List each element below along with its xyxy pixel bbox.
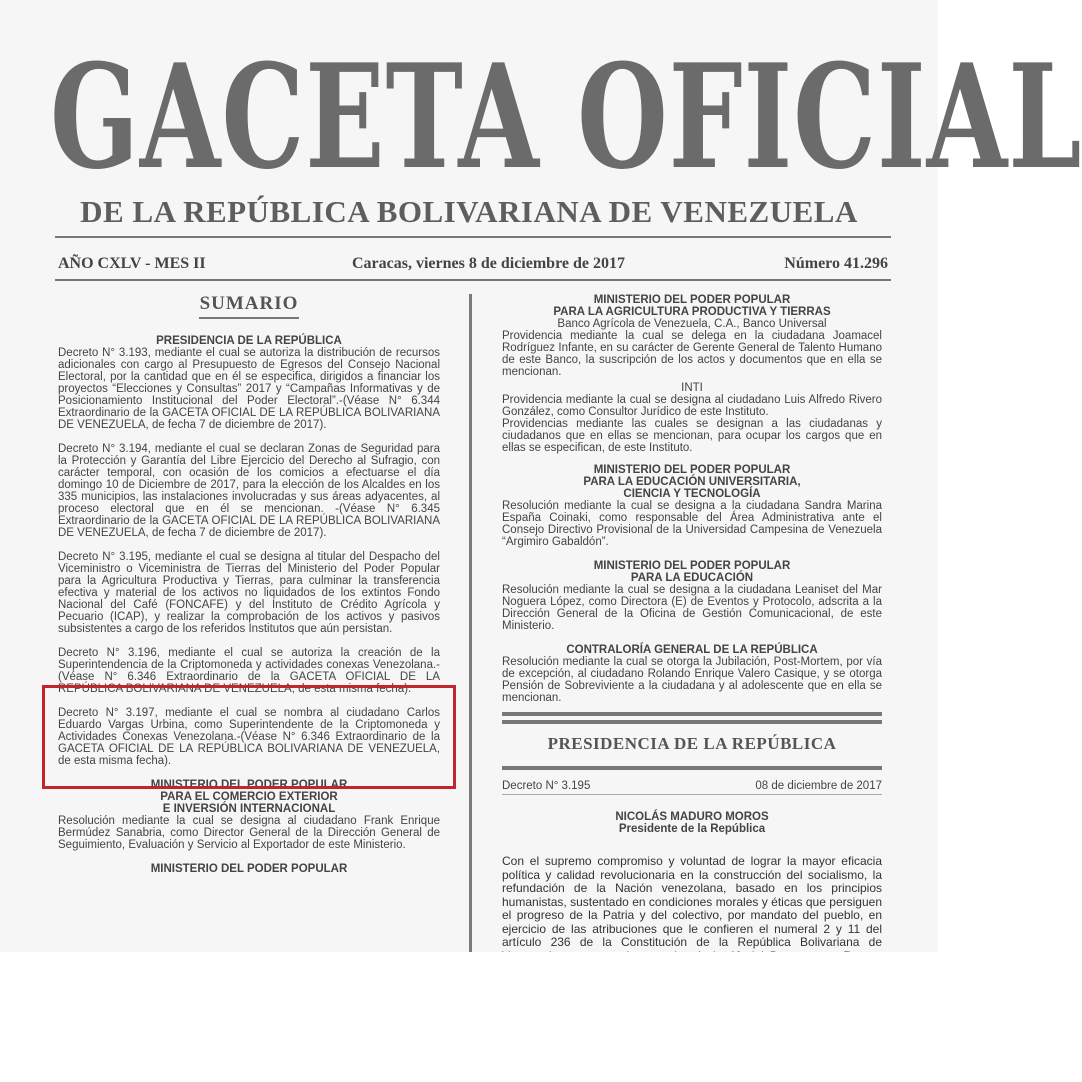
sub-inti: INTI <box>681 382 703 394</box>
resolucion-contraloria: Resolución mediante la cual se otorga la Jubilación, Post-Mortem, por vía de excepción, al ciudadano Rolando Enrique Valero Casique, y se otorga Pensión de Sobreviviente a la ciudadana y al adolescente que en ella se mencionan. <box>502 656 882 704</box>
band-bottom <box>502 766 882 770</box>
section-presidencia: PRESIDENCIA DE LA REPÚBLICA <box>156 335 342 347</box>
decreto-3196: Decreto N° 3.196, mediante el cual se autoriza la creación de la Superintendencia de la Criptomoneda y actividades conexas Venezolana.-(Véase N° 6.346 Extraordinario de la GACETA OFICIAL DE LA REPÚBLICA BOLIVARIANA DE VENEZUELA, de esta misma fecha). <box>58 647 440 695</box>
providencia-banco: Providencia mediante la cual se delega en la ciudadana Joamacel Rodríguez Infante, en su carácter de Gerente General de Talento Humano de este Banco, la suscripción de los actos y documentos que en ella se mencionan. <box>502 330 882 378</box>
providencia-inti-1: Providencia mediante la cual se designa al ciudadano Luis Alfredo Rivero González, como Consultor Jurídico de este Instituto. <box>502 394 882 418</box>
resolucion-univ: Resolución mediante la cual se designa a la ciudadana Sandra Marina España Coinaki, como responsable del Área Administrativa ante el Consejo Directivo Provisional de la Universidad Campesina de Venezuela “Argimiro Gabaldón”. <box>502 500 882 548</box>
signer-role: Presidente de la República <box>618 823 766 835</box>
decreto-number: Decreto N° 3.195 <box>502 780 591 792</box>
band-top-2 <box>502 720 882 724</box>
sumario-heading: SUMARIO <box>199 293 299 314</box>
presidencia-heading: PRESIDENCIA DE LA REPÚBLICA <box>547 734 837 753</box>
top-rule <box>55 236 891 238</box>
masthead-title: GACETA OFICIAL <box>50 31 1082 202</box>
issue-date: Caracas, viernes 8 de diciembre de 2017 <box>352 255 625 272</box>
section-next: MINISTERIO DEL PODER POPULAR <box>150 863 348 875</box>
highlight-box <box>42 685 456 789</box>
column-divider <box>469 294 472 954</box>
decreto-body: Con el supremo compromiso y voluntad de lograr la mayor eficacia política y calidad revolucionaria en la construcción del socialismo, la refundación de la Nación venezolana, basado en los principios humanistas, sustentado en condiciones morales y éticas que persiguen el progreso de la Patria y del colectivo, por mandato del pueblo, en ejercicio de las atribuciones que le confieren el numeral 2 y 11 del artículo 236 de la Constitución de la República Bolivariana de <box>502 854 882 949</box>
info-rule <box>55 279 891 281</box>
section-agricultura-2: PARA LA AGRICULTURA PRODUCTIVA Y TIERRAS <box>553 306 831 318</box>
decreto-3197: Decreto N° 3.197, mediante el cual se nombra al ciudadano Carlos Eduardo Vargas Urbina, como Superintendente de la Criptomoneda y Actividades Conexas Venezolana.-(Véase N° 6.346 Extraordinario de la GACETA OFICIAL DE LA REPÚBLICA BOLIVARIANA DE VENEZUELA, de esta misma fecha). <box>58 707 440 767</box>
band-top <box>502 712 882 716</box>
resolucion-comercio: Resolución mediante la cual se designa al ciudadano Frank Enrique Bermúdez Sanabria, como Director General de la Dirección General de Seguimiento, Evaluación y Servicio al Exportador de este Ministerio. <box>58 815 440 851</box>
decreto-header <box>502 780 882 795</box>
decreto-3194: Decreto N° 3.194, mediante el cual se declaran Zonas de Seguridad para la Protección y Garantía del Libre Ejercicio del Derecho al Sufragio, con carácter temporal, con ocasión de los comicios a efectuarse el día domingo 10 de Diciembre de 2017, para la elección de los Alcaldes en los 335 municipios, las instalaciones involucradas y sus áreas adyacentes, al proceso electoral que en él se mencionan. -(Véase N° 6.345 Extraordinario de la GACETA OFICIAL DE LA REPÚBLICA BOLIVARIANA DE VENEZUELA, de fecha 7 de diciembre de 2017). <box>58 443 440 539</box>
section-comercio-2: PARA EL COMERCIO EXTERIOR <box>160 791 338 803</box>
section-univ-2: PARA LA EDUCACIÓN UNIVERSITARIA, <box>583 476 801 488</box>
blank-area <box>0 952 938 1082</box>
decreto-3195: Decreto N° 3.195, mediante el cual se designa al titular del Despacho del Viceministro o Viceministra de Tierras del Ministerio del Poder Popular para la Agricultura Productiva y Tierras, para culminar la transferencia efectiva y material de los activos no liquidados de los extintos Fondo Nacional del Café (FONCAFE) y del Instituto de Crédito Agrícola y Pecuario (ICAP), y realizar la comprobación de los activos y pasivos subsistentes a cargo de los referidos Institutos que aún persistan. <box>58 551 440 635</box>
issue-number: Número 41.296 <box>784 255 888 272</box>
section-univ-3: CIENCIA Y TECNOLOGÍA <box>623 488 761 500</box>
resolucion-edu: Resolución mediante la cual se designa a la ciudadana Leaniset del Mar Noguera López, como Directora (E) de Eventos y Protocolo, adscrita a la Dirección General de la Oficina de Gestión Comunicacional, de este Ministerio. <box>502 584 882 632</box>
sumario-underline <box>199 317 299 319</box>
right-column <box>502 294 882 977</box>
providencia-inti-2: Providencias mediante las cuales se designan a las ciudadanas y ciudadanos que en ellas se mencionan, para ocupar los cargos que en ellas se especifican, de este Instituto. <box>502 418 882 454</box>
issue-year: AÑO CXLV - MES II <box>58 255 206 272</box>
section-comercio-1: MINISTERIO DEL PODER POPULAR <box>150 779 348 791</box>
masthead-subtitle: DE LA REPÚBLICA BOLIVARIANA DE VENEZUELA <box>80 194 858 229</box>
section-agricultura-1: MINISTERIO DEL PODER POPULAR <box>593 294 791 306</box>
section-edu-2: PARA LA EDUCACIÓN <box>630 572 754 584</box>
section-comercio-3: E INVERSIÓN INTERNACIONAL <box>162 803 336 815</box>
section-contraloria: CONTRALORÍA GENERAL DE LA REPÚBLICA <box>566 644 818 656</box>
section-edu-1: MINISTERIO DEL PODER POPULAR <box>593 560 791 572</box>
signer-name: NICOLÁS MADURO MOROS <box>615 811 769 823</box>
decreto-3193: Decreto N° 3.193, mediante el cual se autoriza la distribución de recursos adicionales con cargo al Presupuesto de Egresos del Consejo Nacional Electoral, por la cantidad que en él se especifica, dirigidos a financiar los proyectos “Elecciones y Consultas” 2017 y “Campañas Informativas y de Posicionamiento Institucional del Poder Electoral”.-(Véase N° 6.344 Extraordinario de la GACETA OFICIAL DE LA REPÚBLICA BOLIVARIANA DE VENEZUELA, de fecha 7 de diciembre de 2017). <box>58 347 440 431</box>
sub-banco: Banco Agrícola de Venezuela, C.A., Banco Universal <box>557 318 827 330</box>
section-univ-1: MINISTERIO DEL PODER POPULAR <box>593 464 791 476</box>
decreto-date: 08 de diciembre de 2017 <box>755 780 882 792</box>
